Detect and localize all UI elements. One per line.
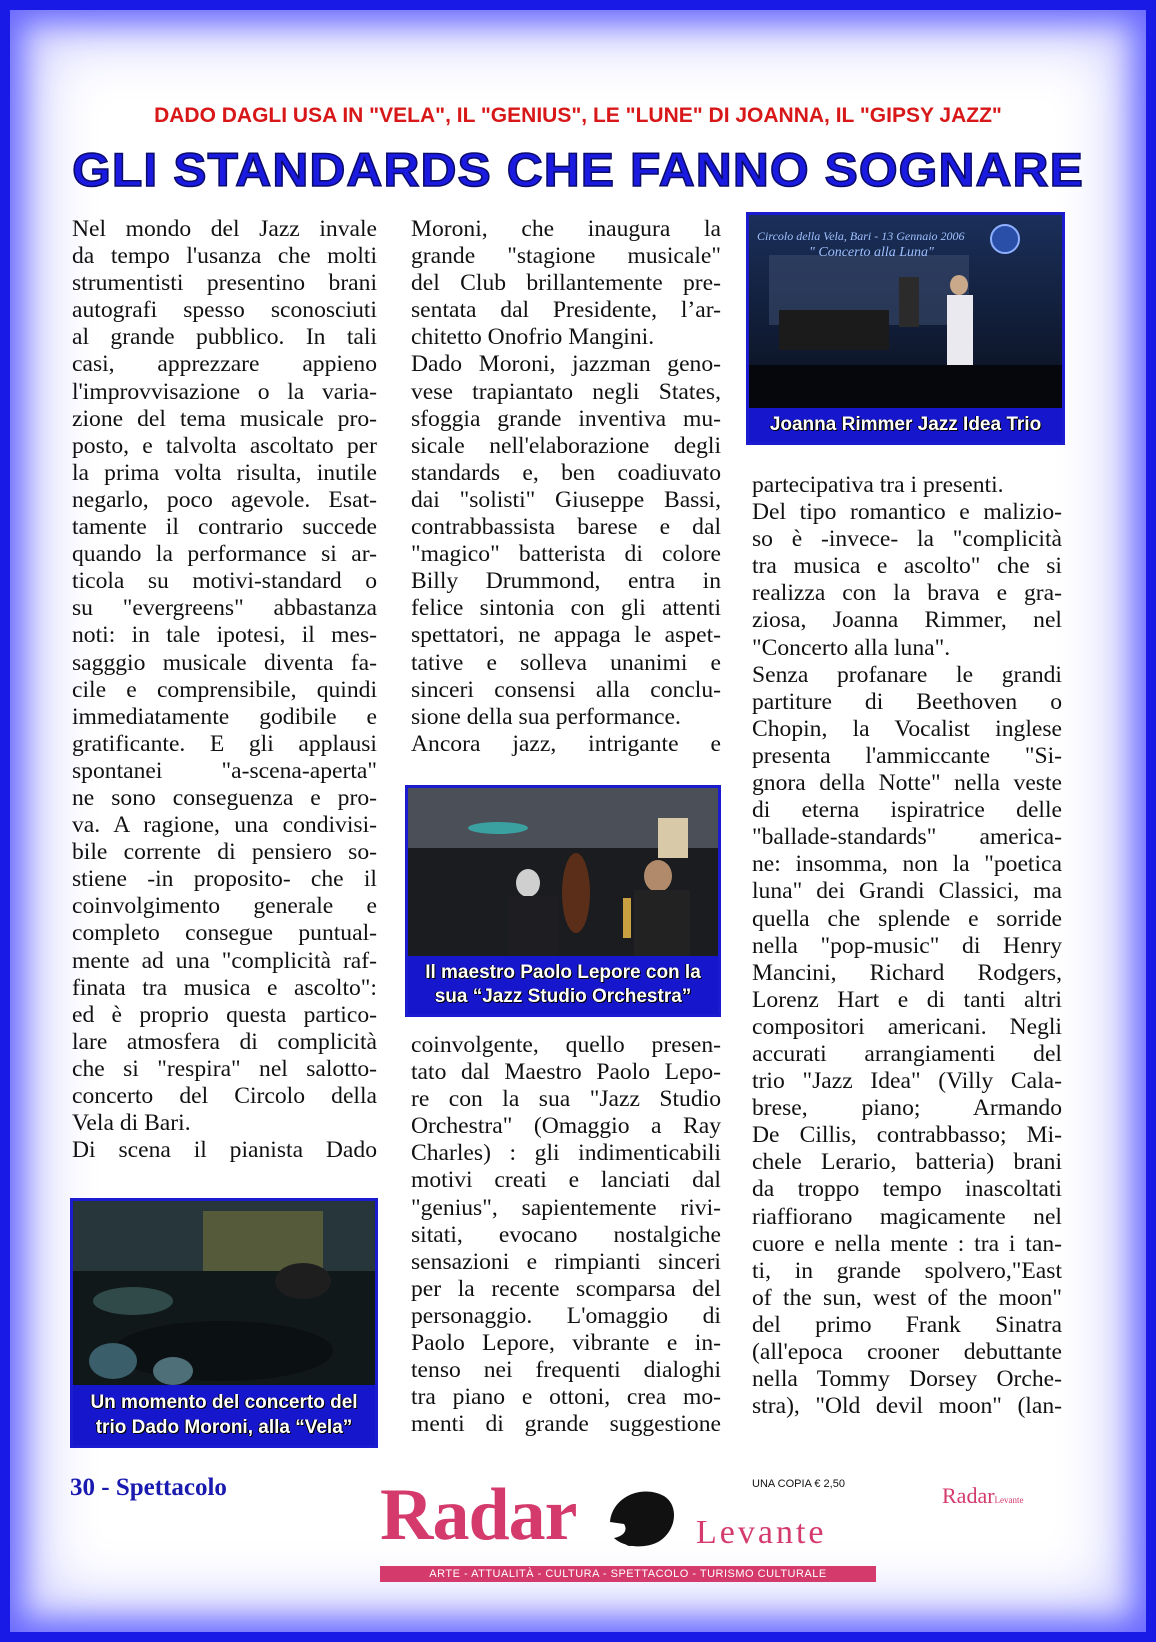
text-line: contrabbassista barese e dal — [411, 514, 721, 541]
text-line: da tempo l'usanza che molti — [72, 243, 377, 270]
text-line: stiene -in proposito- che il — [72, 866, 377, 893]
text-line: brese, piano; Armando — [752, 1095, 1062, 1122]
small-radar-logo — [942, 1483, 1024, 1509]
photo-paolo-lepore — [405, 785, 721, 1017]
text-line: ne sono conseguenza e pro- — [72, 784, 377, 811]
text-line: vese trapiantato negli States, — [411, 378, 721, 405]
photo-caption-line-2: trio Dado Moroni, alla “Vela” — [95, 1417, 353, 1438]
photo-joanna-rimmer — [746, 212, 1065, 445]
text-line: quando la performance si ar- — [72, 541, 377, 568]
photo-caption — [73, 1385, 375, 1445]
text-line: Del tipo romantico e malizio- — [752, 499, 1062, 526]
text-line: ti, in grande spolvero,"East — [752, 1257, 1062, 1284]
issue-price: UNA COPIA € 2,50 — [752, 1478, 845, 1490]
text-line: gratificante. E gli applausi — [72, 730, 377, 757]
text-line: Charles) : gli indimenticabili — [411, 1140, 721, 1167]
text-line: Orchestra" (Omaggio a Ray — [411, 1113, 721, 1140]
small-logo-word: Radar — [942, 1483, 995, 1508]
text-line: al grande pubblico. In tali — [72, 324, 377, 351]
trio-photo-image — [73, 1201, 375, 1387]
text-line: Senza profanare le grandi — [752, 661, 1062, 688]
text-line: posto, e talvolta ascoltato per — [72, 432, 377, 459]
text-line: re con la sua "Jazz Studio — [411, 1086, 721, 1113]
text-line: cuore e nella mente : tra i tan- — [752, 1230, 1062, 1257]
text-line: accurati arrangiamenti del — [752, 1040, 1062, 1067]
text-line: realizza con la brava e gra- — [752, 580, 1062, 607]
text-line: ziosa, Joanna Rimmer, nel — [752, 607, 1062, 634]
text-line: quella che splende e sorride — [752, 905, 1062, 932]
text-line: coinvolgente, quello presen- — [411, 1032, 721, 1058]
text-line: motivi creati e lanciati dal — [411, 1167, 721, 1194]
photo-caption — [408, 956, 718, 1014]
text-line: bile corrente di pensiero so- — [72, 839, 377, 866]
orchestra-photo-image — [408, 788, 718, 956]
text-line: "ballade-standards" america- — [752, 824, 1062, 851]
text-line: cile e comprensibile, quindi — [72, 676, 377, 703]
text-line: zione del tema musicale pro- — [72, 405, 377, 432]
text-line: gnora della Notte" nella veste — [752, 770, 1062, 797]
text-line: partiture di Beethoven o — [752, 688, 1062, 715]
text-line: coinvolgimento generale e — [72, 893, 377, 920]
text-line: sfoggia grande inventiva mu- — [411, 405, 721, 432]
text-line: va. A ragione, una condivisi- — [72, 812, 377, 839]
text-line: stra), "Old devil moon" (lan- — [752, 1393, 1062, 1420]
text-line: so è -invece- la "complicità — [752, 526, 1062, 553]
article-headline: GLI STANDARDS CHE FANNO SOGNARE — [72, 143, 1084, 196]
text-line: strumentisti presentino brani — [72, 270, 377, 297]
text-line: of the sun, west of the moon" — [752, 1284, 1062, 1311]
photo-dado-moroni — [70, 1198, 378, 1448]
text-line: luna" dei Grandi Classici, ma — [752, 878, 1062, 905]
text-line: del primo Frank Sinatra — [752, 1311, 1062, 1338]
article-column-2-top — [411, 216, 721, 758]
text-line: tato dal Maestro Paolo Lepo- — [411, 1059, 721, 1086]
text-line: finata tra musica e ascolto": — [72, 974, 377, 1001]
text-line: lare atmosfera di complicità — [72, 1028, 377, 1055]
article-column-2-bottom — [411, 1032, 721, 1438]
text-line: tenso nei frequenti dialoghi — [411, 1357, 721, 1384]
text-line: ticola su motivi-standard o — [72, 568, 377, 595]
text-line: partecipativa tra i presenti. — [752, 472, 1004, 498]
text-line: nella Tommy Dorsey Orche- — [752, 1366, 1062, 1393]
text-line: su "evergreens" abbastanza — [72, 595, 377, 622]
text-line: sinceri consensi alla conclu- — [411, 676, 721, 703]
radar-levante-logo — [380, 1474, 880, 1588]
text-line: la prima volta risulta, inutile — [72, 459, 377, 486]
text-line: mente ad una "complicità raf- — [72, 947, 377, 974]
text-line: ed è proprio questa partico- — [72, 1001, 377, 1028]
photo-caption-line-1: Il maestro Paolo Lepore con la — [425, 962, 701, 983]
text-line: Dado Moroni, jazzman geno- — [411, 351, 721, 378]
text-line: personaggio. L'omaggio di — [411, 1302, 721, 1329]
text-line: "Concerto alla luna". — [752, 634, 951, 661]
text-line: riaffiorano magicamente nel — [752, 1203, 1062, 1230]
text-line: sentata dal Presidente, l’ar- — [411, 297, 721, 324]
text-line: chitetto Onofrio Mangini. — [411, 324, 655, 351]
text-line: felice sintonia con gli attenti — [411, 595, 721, 622]
photo-caption: Joanna Rimmer Jazz Idea Trio — [749, 408, 1062, 442]
photo-title-line-1: Circolo della Vela, Bari - 13 Gennaio 2006 — [757, 229, 965, 243]
text-line: sensazioni e rimpianti sinceri — [411, 1248, 721, 1275]
logo-levante: Levante — [696, 1514, 827, 1551]
text-line: Billy Drummond, entra in — [411, 568, 721, 595]
text-line: Lorenz Hart e di tanti altri — [752, 986, 1062, 1013]
text-line: Vela di Bari. — [72, 1110, 191, 1137]
text-line: Mancini, Richard Rodgers, — [752, 959, 1062, 986]
text-line: Paolo Lepore, vibrante e in- — [411, 1330, 721, 1357]
text-line: tative e solleva unanimi e — [411, 649, 721, 676]
text-line: Ancora jazz, intrigante e — [411, 730, 721, 757]
logo-tagline: ARTE - ATTUALITÀ - CULTURA - SPETTACOLO - TURISMO CULTURALE — [380, 1566, 876, 1582]
text-line: trio "Jazz Idea" (Villy Cala- — [752, 1068, 1062, 1095]
text-line: sione della sua performance. — [411, 703, 681, 730]
text-line: autografi spesso sconosciuti — [72, 297, 377, 324]
text-line: casi, apprezzare appieno — [72, 351, 377, 378]
photo-title-line-2: " Concerto alla Luna" — [809, 245, 934, 260]
small-logo-levante: Levante — [994, 1495, 1024, 1505]
text-line: di eterna ispiratrice delle — [752, 797, 1062, 824]
text-line: "magico" batterista di colore — [411, 541, 721, 568]
text-line: chele Lerario, batteria) brani — [752, 1149, 1062, 1176]
text-line: menti di grande suggestione — [411, 1411, 721, 1438]
article-column-1 — [72, 216, 377, 1164]
text-line: sagggio musicale diventa fa- — [72, 649, 377, 676]
text-line: ne: insomma, non la "poetica — [752, 851, 1062, 878]
page-number-section: 30 - Spettacolo — [70, 1474, 227, 1501]
text-line: tra piano e ottoni, crea mo- — [411, 1384, 721, 1411]
text-line: negarlo, poco agevole. Esat- — [72, 486, 377, 513]
text-line: grande "stagione musicale" — [411, 243, 721, 270]
text-line: Moroni, che inaugura la — [411, 216, 721, 242]
text-line: standards e, ben coadiuvato — [411, 459, 721, 486]
text-line: tra musica e ascolto" che si — [752, 553, 1062, 580]
text-line: che si "respira" nel salotto- — [72, 1055, 377, 1082]
text-line: compositori americani. Negli — [752, 1013, 1062, 1040]
text-line: Di scena il pianista Dado — [72, 1137, 377, 1164]
text-line: spontanei "a-scena-aperta" — [72, 757, 377, 784]
text-line: completo consegue puntual- — [72, 920, 377, 947]
photo-caption-line-2: sua “Jazz Studio Orchestra” — [434, 986, 692, 1007]
text-line: presenta l'ammiccante "Si- — [752, 742, 1062, 769]
text-line: De Cillis, contrabbasso; Mi- — [752, 1122, 1062, 1149]
text-line: nella "pop-music" di Henry — [752, 932, 1062, 959]
text-line: Chopin, la Vocalist inglese — [752, 715, 1062, 742]
text-line: l'improvvisazione o la varia- — [72, 378, 377, 405]
logo-emblem-icon — [602, 1482, 682, 1552]
text-line: Nel mondo del Jazz invale — [72, 216, 377, 242]
text-line: per la recente scomparsa del — [411, 1275, 721, 1302]
text-line: noti: in tale ipotesi, il mes- — [72, 622, 377, 649]
text-line: spettatori, ne appaga le aspet- — [411, 622, 721, 649]
text-line: sitati, evocano nostalgiche — [411, 1221, 721, 1248]
photo-caption-line-1: Un momento del concerto del — [90, 1392, 358, 1413]
text-line: dai "solisti" Giuseppe Bassi, — [411, 486, 721, 513]
text-line: sicale nell'elaborazione degli — [411, 432, 721, 459]
logo-word: Radar — [380, 1474, 577, 1556]
text-line: concerto del Circolo della — [72, 1083, 377, 1109]
text-line: tamente il contrario succede — [72, 514, 377, 541]
text-line: da troppo tempo inascoltati — [752, 1176, 1062, 1203]
text-line: "genius", sapientemente rivi- — [411, 1194, 721, 1221]
article-column-3 — [752, 472, 1062, 1420]
text-line: (all'epoca crooner debuttante — [752, 1339, 1062, 1365]
text-line: immediatamente godibile e — [72, 703, 377, 730]
text-line: del Club brillantemente pre- — [411, 270, 721, 297]
article-kicker: DADO DAGLI USA IN "VELA", IL "GENIUS", LE "LUNE" DI JOANNA, IL "GIPSY JAZZ" — [154, 104, 1002, 127]
